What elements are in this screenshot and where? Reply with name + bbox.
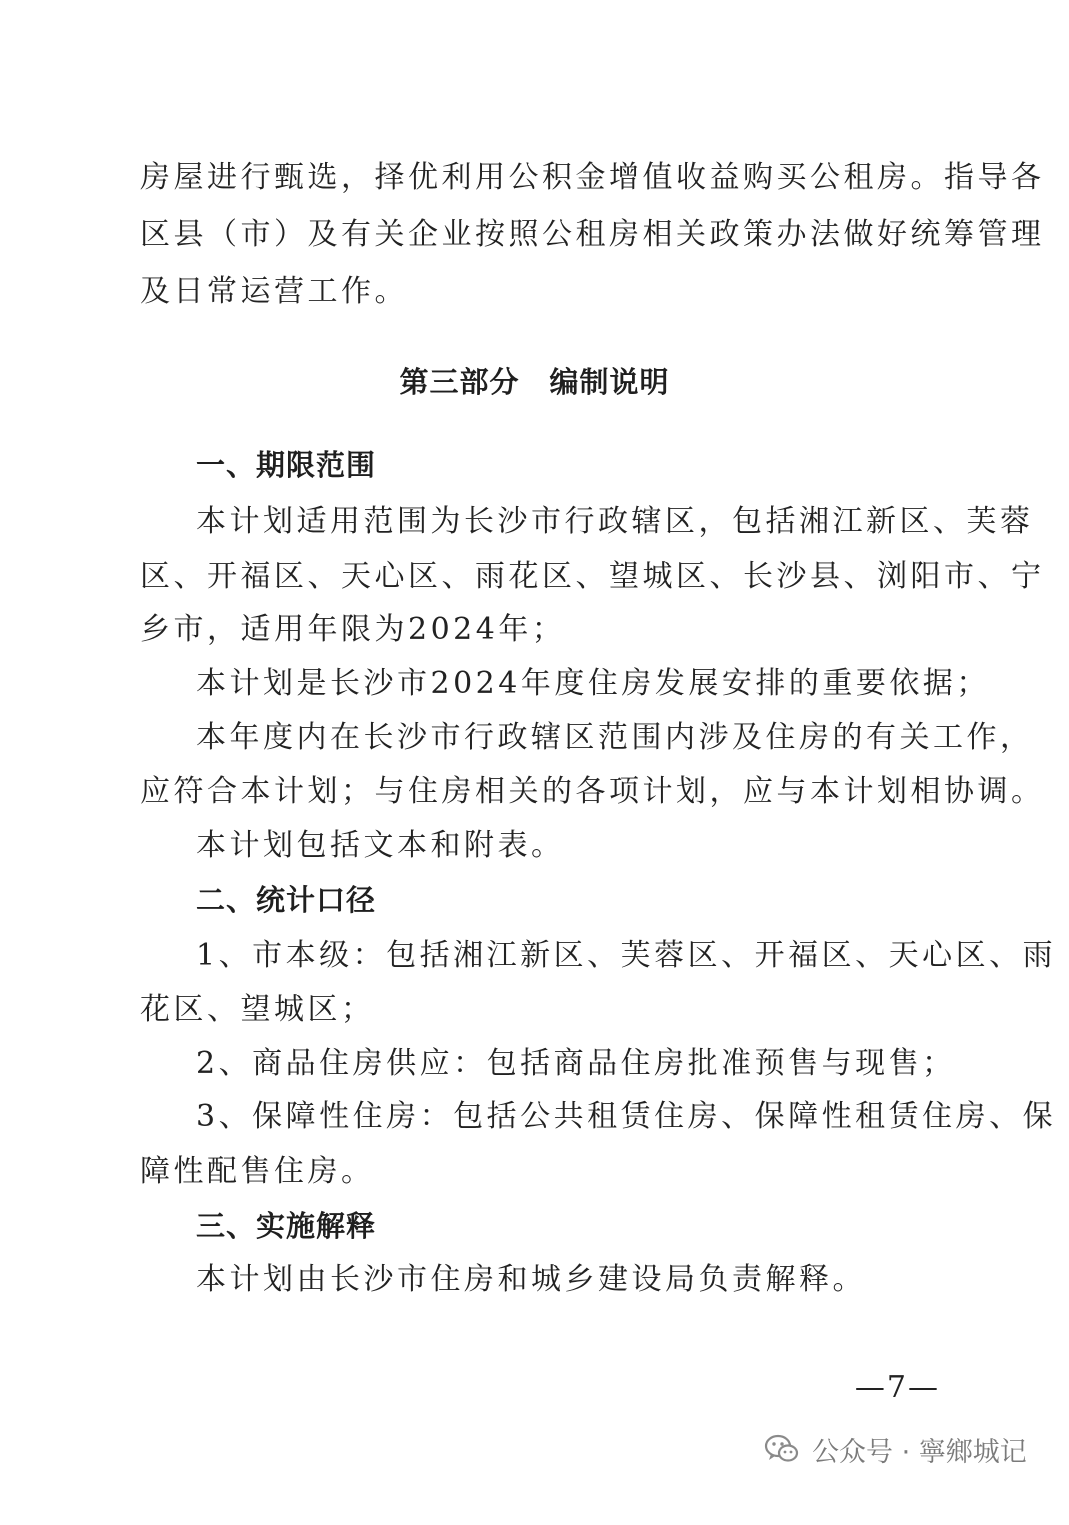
body-line: 1、市本级：包括湘江新区、芙蓉区、开福区、天心区、雨 bbox=[196, 938, 1057, 973]
body-line: 花区、望城区； bbox=[140, 992, 375, 1027]
body-line: 本计划包括文本和附表。 bbox=[196, 828, 565, 863]
watermark bbox=[764, 1424, 1027, 1474]
body-line: 2、商品住房供应：包括商品住房批准预售与现售； bbox=[196, 1046, 956, 1081]
watermark-text: 公众号 · 寧鄉城记 bbox=[812, 1436, 1027, 1468]
part-title bbox=[0, 362, 1069, 402]
section-heading-2: 二、统计口径 bbox=[196, 883, 377, 917]
section-heading-3: 三、实施解释 bbox=[196, 1209, 377, 1243]
body-line: 本计划适用范围为长沙市行政辖区，包括湘江新区、芙蓉 bbox=[196, 504, 1034, 539]
part-title-name: 编制说明 bbox=[549, 365, 670, 399]
body-line: 房屋进行甄选，择优利用公积金增值收益购买公租房。指导各 bbox=[140, 160, 1045, 195]
part-title-number: 第三部分 bbox=[399, 365, 520, 399]
body-line: 区县（市）及有关企业按照公租房相关政策办法做好统筹管理 bbox=[140, 217, 1045, 252]
body-line: 障性配售住房。 bbox=[140, 1154, 375, 1189]
body-line: 乡市，适用年限为2024年； bbox=[140, 612, 566, 647]
body-line: 3、保障性住房：包括公共租赁住房、保障性租赁住房、保 bbox=[196, 1099, 1057, 1134]
body-line: 本计划由长沙市住房和城乡建设局负责解释。 bbox=[196, 1262, 866, 1297]
body-line: 区、开福区、天心区、雨花区、望城区、长沙县、浏阳市、宁 bbox=[140, 559, 1045, 594]
body-line: 及日常运营工作。 bbox=[140, 274, 408, 309]
section-heading-1: 一、期限范围 bbox=[196, 448, 377, 482]
wechat-icon bbox=[764, 1433, 800, 1465]
body-line: 应符合本计划；与住房相关的各项计划，应与本计划相协调。 bbox=[140, 774, 1045, 809]
page-number: —7— bbox=[854, 1370, 940, 1405]
body-line: 本计划是长沙市2024年度住房发展安排的重要依据； bbox=[196, 666, 990, 701]
body-line: 本年度内在长沙市行政辖区范围内涉及住房的有关工作， bbox=[196, 720, 1034, 755]
